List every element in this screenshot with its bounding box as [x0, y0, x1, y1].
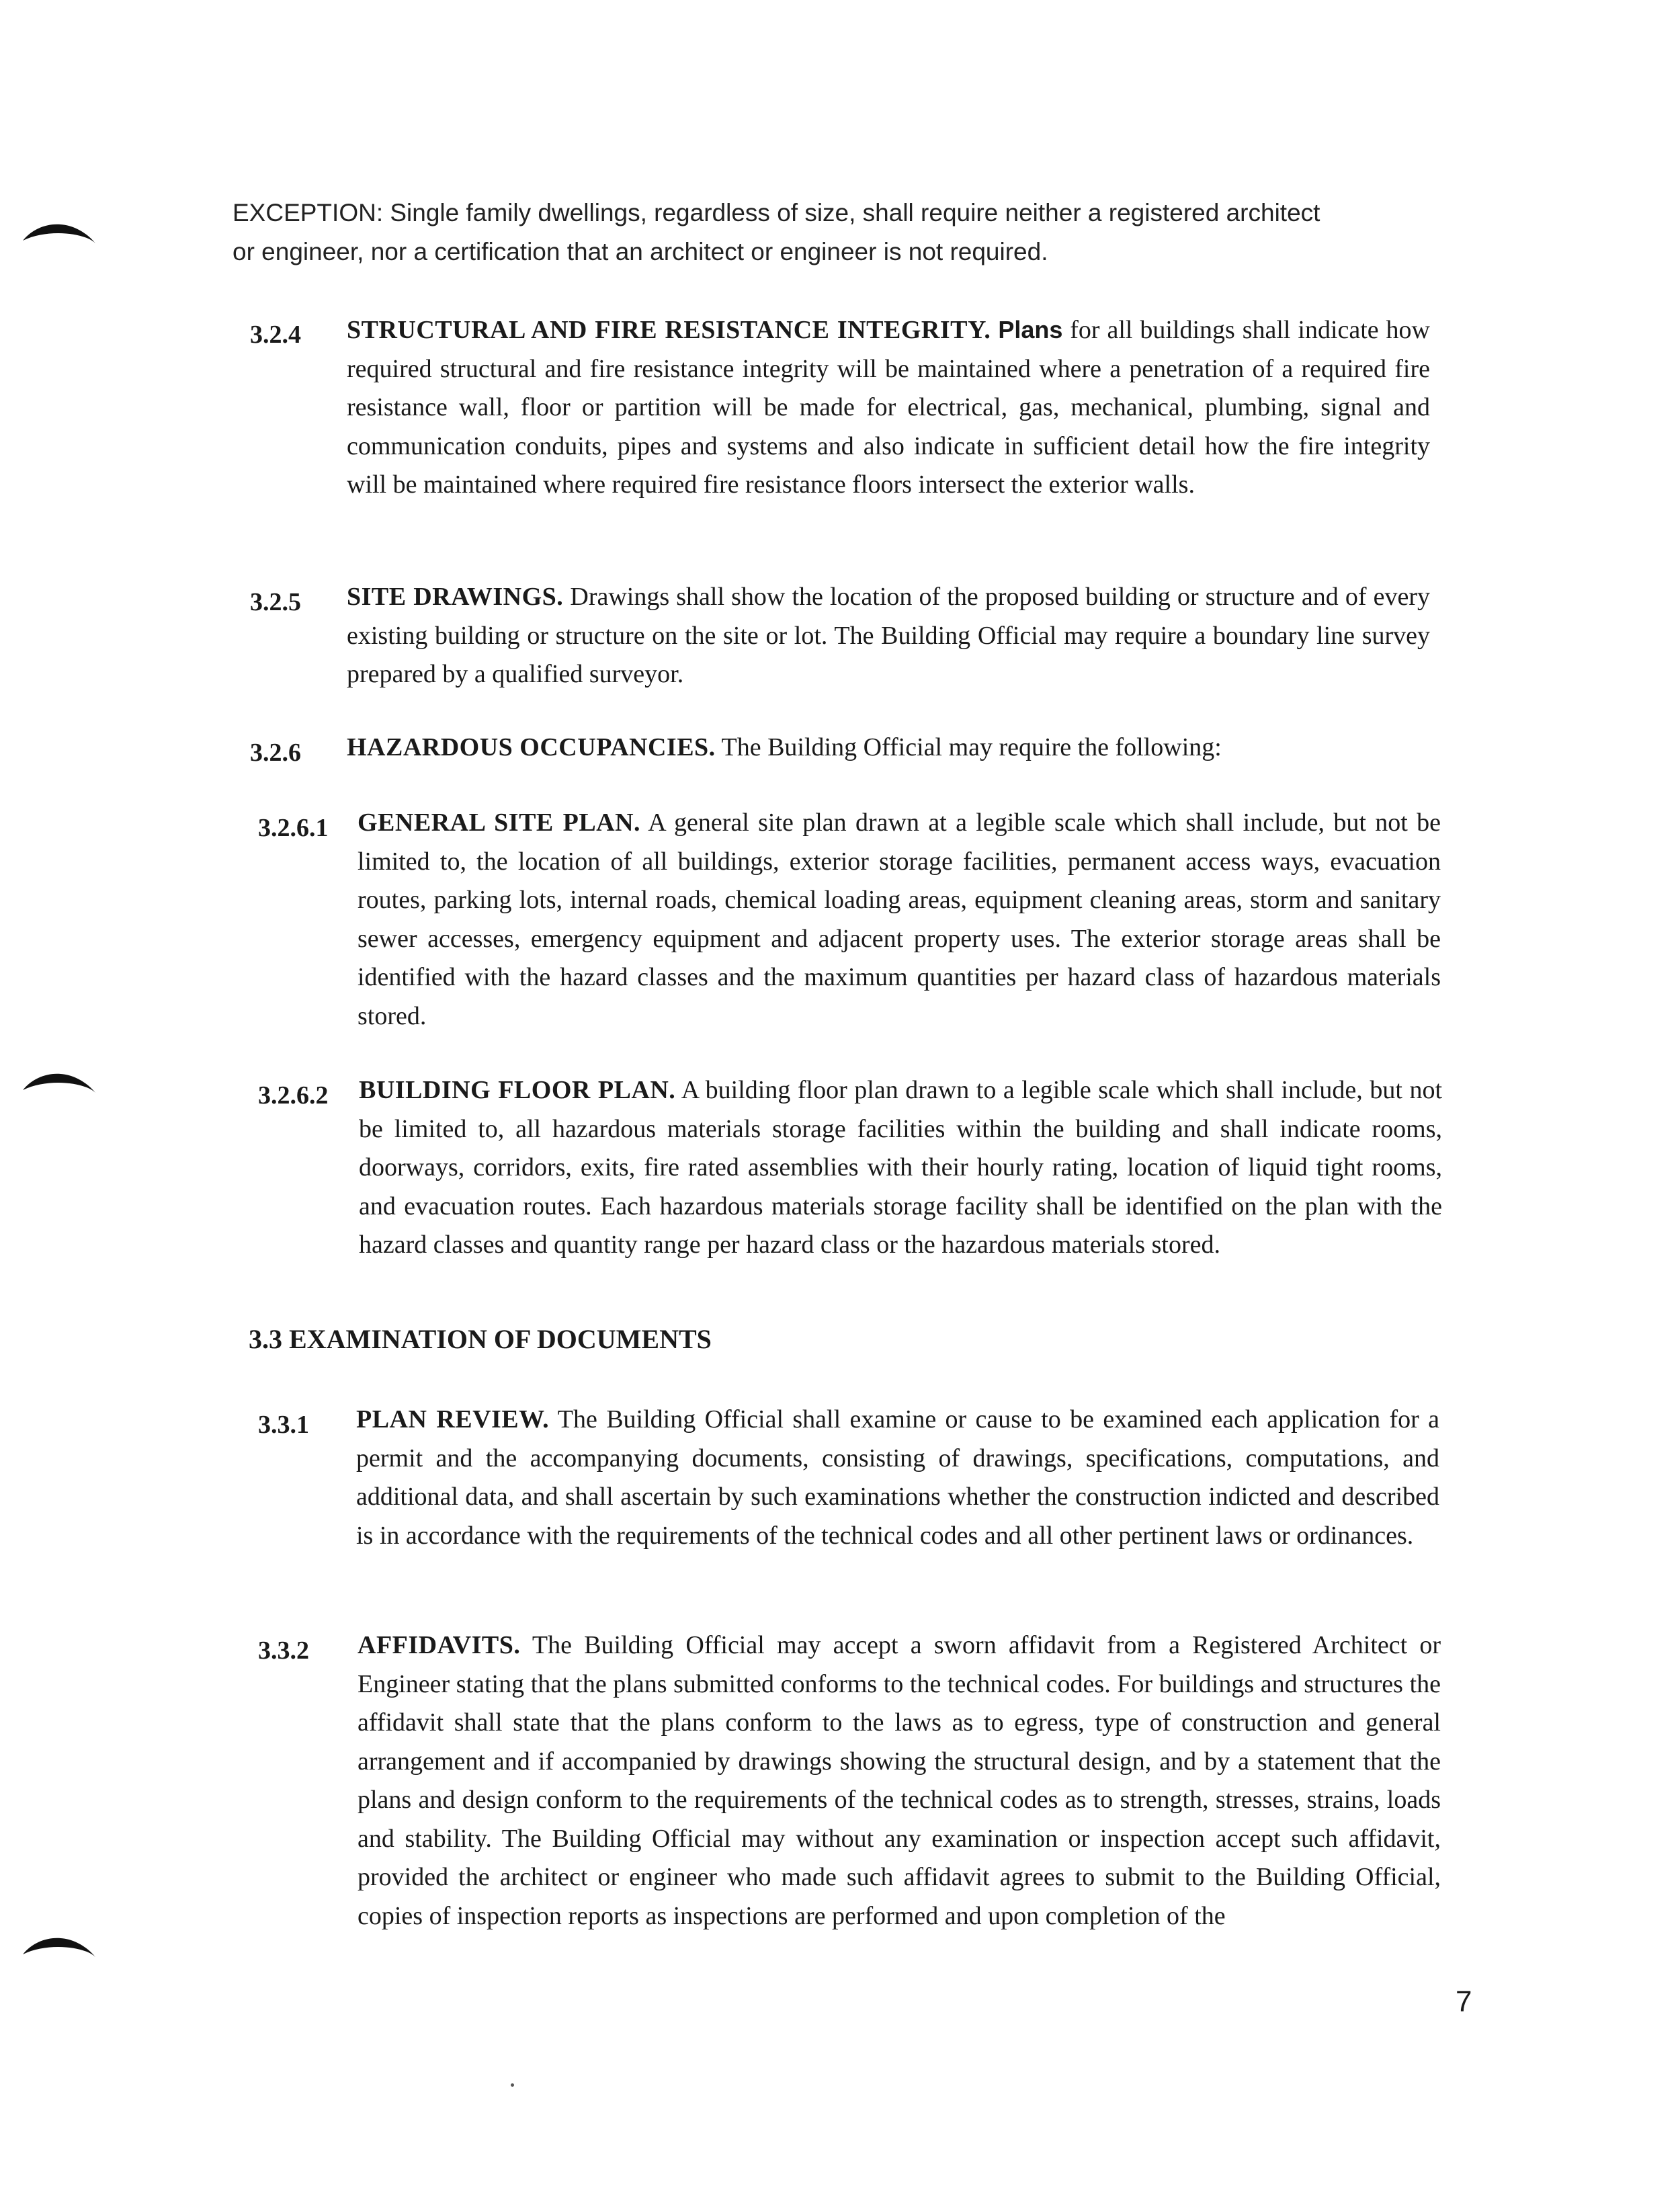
punch-hole-mark-top — [20, 214, 99, 254]
section-3-3-2 — [358, 1626, 1441, 1936]
section-3-2-6-2 — [359, 1071, 1442, 1265]
section-body: A general site plan drawn at a legible scale which shall include, but not be limited to, the location of all buildings, exterior storage facilities, permanent access ways, evacuation routes, parking lots, internal roads, chemical loading areas, equipment cleaning areas, storm and sanitary sewer accesses, emergency equipment and adjacent property uses. The exterior storage areas shall be identified with the hazard classes and the maximum quantities per hazard class of hazardous materials stored. — [358, 808, 1441, 1030]
section-heading: GENERAL SITE PLAN. — [358, 808, 641, 837]
punch-hole-mark-middle — [20, 1063, 99, 1104]
section-3-2-4 — [347, 310, 1430, 505]
section-number: 3.2.6 — [250, 739, 301, 767]
section-body: The Building Official may accept a sworn affidavit from a Registered Architect or Engineer stating that the plans submitted conforms to the technical codes. For buildings and structures the affidavit shall state that the plans conform to the laws as to egress, type of construction and general arrangement and if accompanied by drawings showing the structural design, and by a statement that the plans and design conform to the requirements of the technical codes as to strength, stresses, strains, loads and stability. The Building Official may without any examination or inspection accept such affidavit, provided the architect or engineer who made such affidavit agrees to submit to the Building Official, copies of inspection reports as inspections are performed and upon completion of the — [358, 1631, 1441, 1930]
section-heading: PLAN REVIEW. — [356, 1405, 550, 1433]
section-number: 3.2.6.1 — [258, 814, 329, 842]
section-heading: STRUCTURAL AND FIRE RESISTANCE INTEGRITY. — [347, 316, 991, 344]
section-heading: SITE DRAWINGS. — [347, 583, 564, 611]
section-heading: BUILDING FLOOR PLAN. — [359, 1076, 676, 1104]
section-3-2-6-1 — [358, 804, 1441, 1036]
section-number: 3.2.4 — [250, 321, 301, 349]
section-number: 3.2.6.2 — [258, 1081, 329, 1110]
section-3-2-5 — [347, 578, 1430, 694]
exception-paragraph — [233, 194, 1431, 271]
exception-line: EXCEPTION: Single family dwellings, regardless of size, shall require neither a registered architect — [233, 199, 1320, 226]
section-3-2-6 — [347, 729, 1430, 767]
section-title: 3.3 EXAMINATION OF DOCUMENTS — [249, 1324, 712, 1354]
section-lead-word: Plans — [998, 316, 1063, 343]
section-3-3-1 — [356, 1401, 1439, 1555]
section-body: for all buildings shall indicate how required structural and fire resistance integrity will be maintained where a penetration of a required fire resistance wall, floor or partition will be made for electrical, gas, mechanical, plumbing, signal and communication conduits, pipes and systems and also indicate in sufficient detail how the fire integrity will be maintained where required fire resistance floors intersect the exterior walls. — [347, 316, 1430, 499]
page-number: 7 — [1456, 1985, 1472, 2018]
section-heading: AFFIDAVITS. — [358, 1631, 521, 1659]
punch-hole-mark-bottom — [20, 1927, 99, 1968]
section-body: The Building Official may require the following: — [715, 733, 1222, 761]
section-body: The Building Official shall examine or cause to be examined each application for a permit and the accompanying documents, consisting of drawings, specifications, computations, and additional data, and shall ascertain by such examinations whether the construction indicted and described is in accordance with the requirements of the technical codes and all other pertinent laws or ordinances. — [356, 1405, 1439, 1550]
section-number: 3.2.5 — [250, 588, 301, 616]
section-number: 3.3.2 — [258, 1636, 309, 1665]
section-heading: HAZARDOUS OCCUPANCIES. — [347, 733, 716, 761]
section-body: Drawings shall show the location of the proposed building or structure and of every existing building or structure on the site or lot. The Building Official may require a boundary line survey prepared by a qualified surveyor. — [347, 583, 1430, 688]
scan-speck — [511, 2083, 514, 2087]
exception-line: or engineer, nor a certification that an architect or engineer is not required. — [233, 237, 1048, 265]
section-number: 3.3.1 — [258, 1411, 309, 1439]
section-body: A building floor plan drawn to a legible scale which shall include, but not be limited to, all hazardous materials storage facilities within the building and shall indicate rooms, doorways, corridors, exits, fire rated assemblies with their hourly rating, location of liquid tight rooms, and evacuation routes. Each hazardous materials storage facility shall be identified on the plan with the hazard classes and quantity range per hazard class or the hazardous materials stored. — [359, 1076, 1443, 1259]
